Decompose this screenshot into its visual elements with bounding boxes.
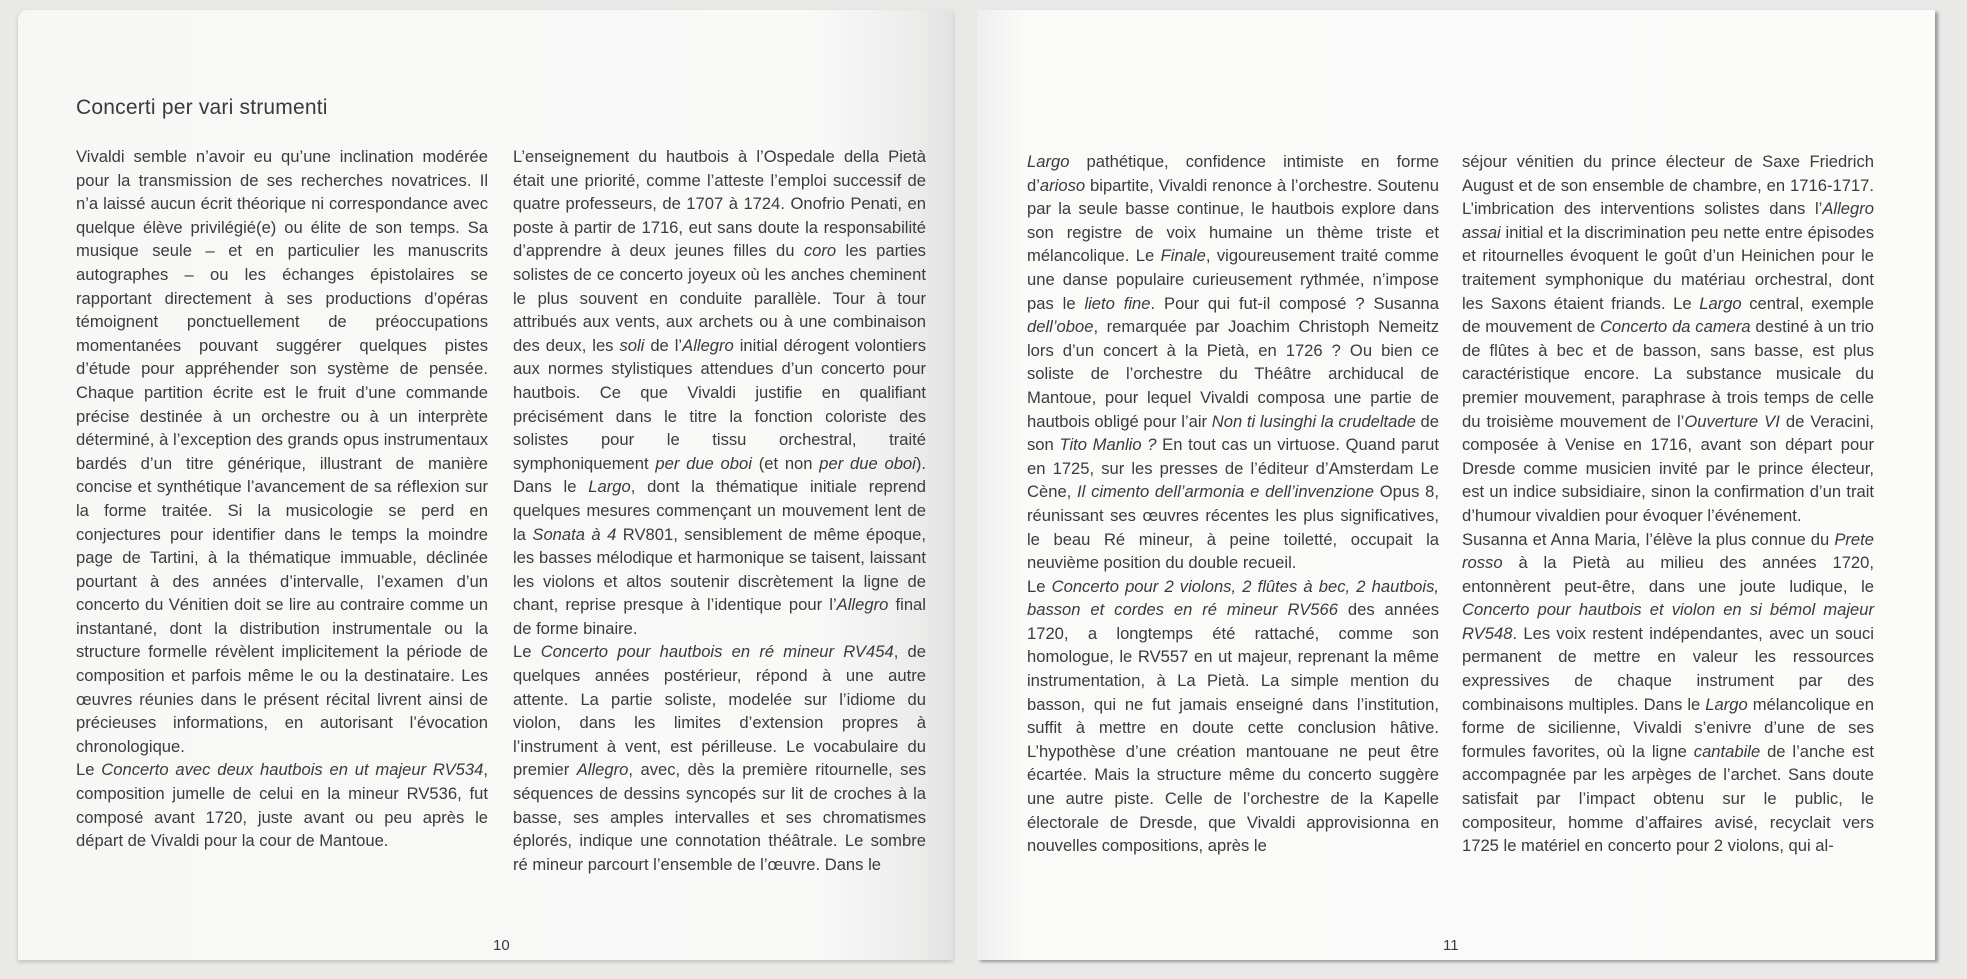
text-column-4 [1462, 150, 1874, 858]
paragraph: Le Concerto avec deux hautbois en ut majeur RV534, composition jumelle de celui en la mineur RV536, fut composé avant 1720, juste avant ou peu après le départ de Vivaldi pour la cour de Mantoue. [76, 760, 488, 851]
page-number-left: 10 [493, 937, 510, 954]
paragraph: Vivaldi semble n’avoir eu qu’une inclination modérée pour la transmission de ses recherches novatrices. Il n’a laissé aucun écrit théorique ni correspondance avec quelque élève privilégié(e) ou élite de son temps. Sa musique seule – et en particulier les manuscrits autographes – ou les échanges épistolaires se rapportant directement à ses productions d’opéras témoignent ponctuellement de préoccupations momentanées pouvant suggérer quelques pistes d’étude pour appréhender son système de pensée. Chaque partition écrite est le fruit d’une commande précise destinée à un orchestre ou à un interprète déterminé, à l’exception des grands opus instrumentaux bardés d’un titre générique, illustrant de manière concise et synthétique l’avancement de sa réflexion sur la forme traitée. Si la musicologie se perd en conjectures pour identifier dans le temps la moindre page de Tartini, à la thématique immuable, déclinée pourtant à des années d’intervalle, l’examen d’un concerto du Vénitien doit se lire au contraire comme un instantané, dont la distribution instrumentale ou la structure formelle révèlent implicitement la période de composition et parfois même le ou la destinataire. Les œuvres réunies dans le présent récital livrent ainsi de précieuses informations, en autorisant l’évocation chronologique. [76, 147, 488, 756]
page-number-right: 11 [1443, 937, 1459, 954]
paragraph: Le Concerto pour 2 violons, 2 flûtes à bec, 2 hautbois, basson et cordes en ré mineur RV566 des années 1720, a longtemps été rattaché, comme son homologue, le RV557 en ut majeur, reprenant la même instrumentation, à La Pietà. La simple mention du basson, qui ne fut jamais enseigné dans l’institution, suffit à mettre en doute cette conclusion hâtive. L’hypothèse d’une création mantouane ne peut être écartée. Mais la structure même du concerto suggère une autre piste. Celle de l’orchestre de la Kapelle électorale de Dresde, que Vivaldi approvisionna en nouvelles compositions, après le [1027, 576, 1439, 856]
text-column-2 [513, 145, 926, 876]
paragraph: L’enseignement du hautbois à l’Ospedale della Pietà était une priorité, comme l’atteste l’emploi successif de quatre professeurs, de 1707 à 1724. Onofrio Penati, en poste à partir de 1716, eut sans doute la responsabilité d’apprendre à deux jeunes filles du coro les parties solistes de ce concerto joyeux où les anches cheminent le plus souvent en conduite parallèle. Tour à tour attribués aux vents, aux archets ou à une combinaison des deux, les soli de l’Allegro initial dérogent volontiers aux normes stylistiques attendues d’un concerto pour hautbois. Ce que Vivaldi justifie en qualifiant précisément dans le titre la fonction coloriste des solistes pour le tissu orchestral, traité symphoniquement per due oboi (et non per due oboi). Dans le Largo, dont la thématique initiale reprend quelques mesures commençant un mouvement lent de la Sonata à 4 RV801, sensiblement de même époque, les basses mélodique et harmonique se taisent, laissant les violons et altos soutenir discrètement la ligne de chant, reprise presque à l’identique pour l’Allegro final de forme binaire. [513, 147, 927, 638]
paragraph: séjour vénitien du prince électeur de Saxe Friedrich August et de son ensemble de chambre, en 1716-1717. L’imbrication des interventions solistes dans l’Allegro assai initial et la discrimination peu nette entre épisodes et ritournelles évoquent le goût d’un Heinichen pour le traitement symphonique du matériau orchestral, dont les Saxons étaient friands. Le Largo central, exemple de mouvement de Concerto da camera destiné à un trio de flûtes à bec et de basson, sans basse, est plus caractéristique encore. La substance musicale du premier mouvement, paraphrase à trois temps de celle du troisième mouvement de l’Ouverture VI de Veracini, composée à Venise en 1716, avant son départ pour Dresde comme musicien invité par le prince électeur, est un indice subsidiaire, sinon la confirmation d’un trait d’humour vivaldien pour évoquer l’événement. [1462, 152, 1875, 525]
text-column-3 [1027, 150, 1439, 858]
section-heading: Concerti per vari strumenti [76, 96, 328, 119]
text-column-1 [76, 145, 488, 853]
paragraph: Largo pathétique, confidence intimiste en forme d’arioso bipartite, Vivaldi renonce à l’orchestre. Soutenu par la seule basse continue, le hautbois explore dans son registre de voix humaine un thème triste et mélancolique. Le Finale, vigoureusement traité comme une danse populaire curieusement rythmée, n’impose pas le lieto fine. Pour qui fut-il composé ? Susanna dell’oboe, remarquée par Joachim Christoph Nemeitz lors d’un concert à la Pietà, en 1726 ? Ou bien ce soliste de l’orchestre du Théâtre archiducal de Mantoue, pour lequel Vivaldi composa une partie de hautbois obligé pour l’air Non ti lusinghi la crudeltade de son Tito Manlio ? En tout cas un virtuose. Quand parut en 1725, sur les presses de l’éditeur d’Amsterdam Le Cène, Il cimento dell’armonia e dell’invenzione Opus 8, réunissant ses œuvres récentes les plus significatives, le beau Ré mineur, à peine toiletté, occupait la neuvième position du double recueil. [1027, 152, 1440, 573]
paragraph: Susanna et Anna Maria, l’élève la plus connue du Prete rosso à la Pietà au milieu des années 1720, entonnèrent peut-être, dans une joute ludique, le Concerto pour hautbois et violon en si bémol majeur RV548. Les voix restent indépendantes, avec un souci permanent de mettre en valeur les ressources expressives de chaque instrument par des combinaisons multiples. Dans le Largo mélancolique en forme de sicilienne, Vivaldi s’enivre d’une de ses formules favorites, où la ligne cantabile de l’anche est accompagnée par les arpèges de l’archet. Sans doute satisfait par l’impact obtenu sur le public, le compositeur, homme d’affaires avisé, recyclait vers 1725 le matériel en concerto pour 2 violons, qui al- [1462, 529, 1875, 856]
paragraph: Le Concerto pour hautbois en ré mineur RV454, de quelques années postérieur, répond à une autre attente. La partie soliste, modelée sur l’idiome du violon, dans les limites d’extension propres à l’instrument à vent, est périlleuse. Le vocabulaire du premier Allegro, avec, dès la première ritournelle, ses séquences de dessins syncopés sur lit de croches à la basse, ses amples intervalles et ses chromatismes éplorés, indique une connotation théâtrale. Le sombre ré mineur parcourt l’ensemble de l’œuvre. Dans le [513, 642, 926, 874]
